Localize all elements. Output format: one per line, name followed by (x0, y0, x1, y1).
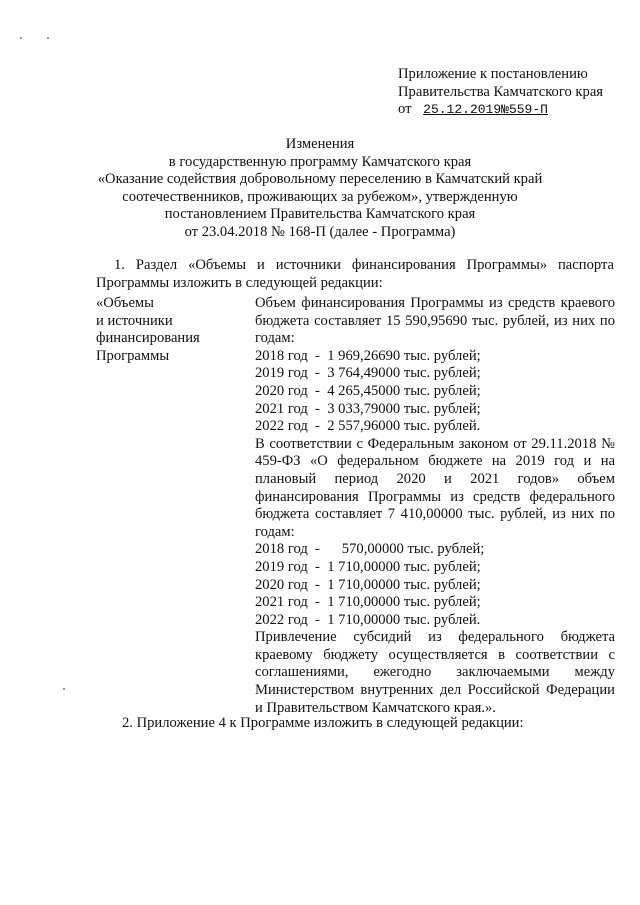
scan-dot (47, 37, 49, 39)
table-right-column (255, 295, 615, 717)
title-line-6: от 23.04.2018 № 168-П (далее - Программа) (184, 223, 456, 240)
appendix-number: №559-П (501, 102, 548, 118)
federal-year-row: 2019 год - 1 710,00000 тыс. рублей; (255, 558, 481, 575)
appendix-header (398, 66, 618, 119)
federal-year-row: 2022 год - 1 710,00000 тыс. рублей. (255, 611, 481, 628)
regional-year-row: 2021 год - 3 033,79000 тыс. рублей; (255, 400, 481, 417)
regional-year-row: 2022 год - 2 557,96000 тыс. рублей. (255, 418, 481, 435)
federal-year-row: 2018 год - 570,00000 тыс. рублей; (255, 541, 485, 558)
regional-year-row: 2018 год - 1 969,26690 тыс. рублей; (255, 347, 481, 364)
section-1-paragraph (96, 257, 614, 292)
regional-intro: Объем финансирования Программы из средств краевого бюджета составляет 15 590,95690 тыс. рублей, из них по годам: (255, 295, 615, 347)
appendix-date-line (398, 101, 618, 119)
left-label-line: Программы (96, 347, 170, 364)
appendix-line-2: Правительства Камчатского края (398, 83, 604, 100)
federal-intro: В соответствии с Федеральным законом от 29.11.2018 № 459-ФЗ «О федеральном бюджете на 2019 год и на плановый период 2020 и 2021 годов» объем финансирования Программы из средств федерального бюджета составляет 7 410,00000 тыс. рублей, из них по годам: (255, 435, 615, 540)
scan-dot (63, 688, 65, 690)
regional-year-row: 2020 год - 4 265,45000 тыс. рублей; (255, 382, 481, 399)
title-line-4: соотечественников, проживающих за рубежом», утвержденную (122, 188, 518, 205)
left-label-line: «Объемы (96, 295, 154, 311)
federal-year-row: 2021 год - 1 710,00000 тыс. рублей; (255, 594, 481, 611)
left-label-line: и источники (96, 312, 173, 329)
title-line-5: постановлением Правительства Камчатского края (164, 206, 476, 223)
closing-paragraph: Привлечение субсидий из федерального бюджета краевому бюджету осуществляется в соответствии с соглашениями, ежегодно заключаемыми между Министерством внутренних дел Российской Федерации и Правительством Камчатского края.». (255, 629, 615, 716)
table-left-column (96, 295, 236, 365)
title-line-2: в государственную программу Камчатского края (168, 153, 472, 170)
title-line-1: Изменения (285, 136, 355, 152)
document-title (90, 136, 550, 242)
regional-year-row: 2019 год - 3 764,49000 тыс. рублей; (255, 365, 481, 382)
title-line-3: «Оказание содействия добровольному переселению в Камчатский край (97, 171, 543, 188)
section-2-paragraph: 2. Приложение 4 к Программе изложить в следующей редакции: (122, 715, 524, 731)
appendix-prefix: от (398, 101, 416, 118)
appendix-line-1: Приложение к постановлению (398, 66, 588, 82)
section-1-text: 1. Раздел «Объемы и источники финансирования Программы» паспорта Программы изложить в следующей редакции: (96, 257, 614, 291)
scan-dot (20, 37, 22, 39)
federal-year-row: 2020 год - 1 710,00000 тыс. рублей; (255, 576, 481, 593)
appendix-date: 25.12.2019 (423, 102, 502, 118)
left-label-line: финансирования (96, 330, 200, 347)
